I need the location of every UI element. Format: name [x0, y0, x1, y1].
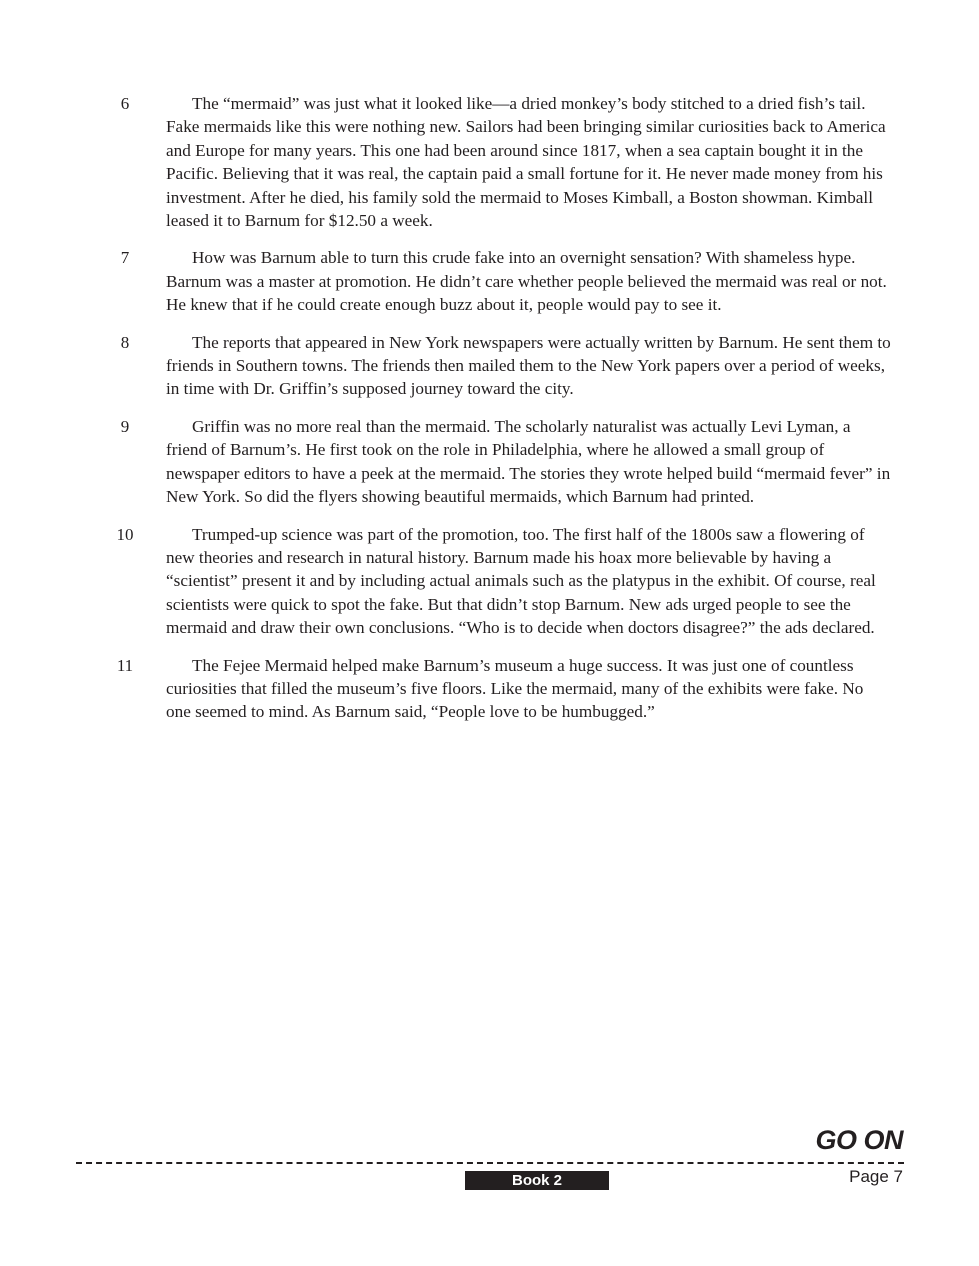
paragraph-text: The reports that appeared in New York newspapers were actually written by Barnum. He sent them to friends in Southern towns. The friends then mailed them to the New York papers over a period of weeks, in time with Dr. Griffin’s supposed journey toward the city. — [166, 332, 891, 399]
paragraph-text: Griffin was no more real than the mermaid. The scholarly naturalist was actually Levi Lyman, a friend of Barnum’s. He first took on the role in Philadelphia, where he allowed a small group of newspaper editors to have a peek at the mermaid. The stories they wrote helped build “mermaid fever” in New York. So did the flyers showing beautiful mermaids, which Barnum had printed. — [166, 416, 891, 507]
paragraph-10 — [0, 523, 979, 640]
paragraph-11 — [0, 654, 979, 724]
paragraph-number: 8 — [120, 332, 130, 352]
page-number: Page 7 — [849, 1167, 903, 1186]
book-label: Book 2 — [465, 1171, 609, 1190]
passage — [0, 92, 979, 738]
paragraph-number: 11 — [116, 655, 134, 675]
paragraph-text: How was Barnum able to turn this crude fake into an overnight sensation? With shameless hype. Barnum was a master at promotion. He didn’t care whether people believed the mermaid was real or not. He knew that if he could create enough buzz about it, people would pay to see it. — [166, 248, 887, 315]
paragraph-text: The “mermaid” was just what it looked like—a dried monkey’s body stitched to a dried fish’s tail. Fake mermaids like this were nothing new. Sailors had been bringing similar curiosities back to America and Europe for many years. This one had been around since 1817, when a sea captain bought it in the Pacific. Believing that it was real, the captain paid a small fortune for it. He never made money from his investment. After he died, his family sold the mermaid to Moses Kimball, a Boston showman. Kimball leased it to Barnum for $12.50 a week. — [166, 94, 886, 231]
paragraph-text: Trumped-up science was part of the promotion, too. The first half of the 1800s saw a flowering of new theories and research in natural history. Barnum made his hoax more believable by having a “scientist” present it and by including actual animals such as the platypus in the exhibit. Of course, real scientists were quick to spot the fake. But that didn’t stop Barnum. New ads urged people to see the mermaid and draw their own conclusions. “Who is to decide when doctors disagree?” the ads declared. — [166, 524, 876, 638]
paragraph-6 — [0, 92, 979, 232]
paragraph-7 — [0, 246, 979, 316]
footer-dashed-divider — [76, 1162, 904, 1164]
go-on-label: GO ON — [815, 1125, 903, 1155]
paragraph-8 — [0, 331, 979, 401]
paragraph-text: The Fejee Mermaid helped make Barnum’s museum a huge success. It was just one of countless curiosities that filled the museum’s five floors. Like the mermaid, many of the exhibits were fake. No one seemed to mind. As Barnum said, “People love to be humbugged.” — [166, 655, 864, 722]
paragraph-number: 7 — [120, 248, 130, 268]
paragraph-9 — [0, 415, 979, 509]
paragraph-number: 6 — [120, 94, 130, 113]
paragraph-number: 9 — [120, 416, 130, 436]
paragraph-number: 10 — [116, 524, 134, 544]
